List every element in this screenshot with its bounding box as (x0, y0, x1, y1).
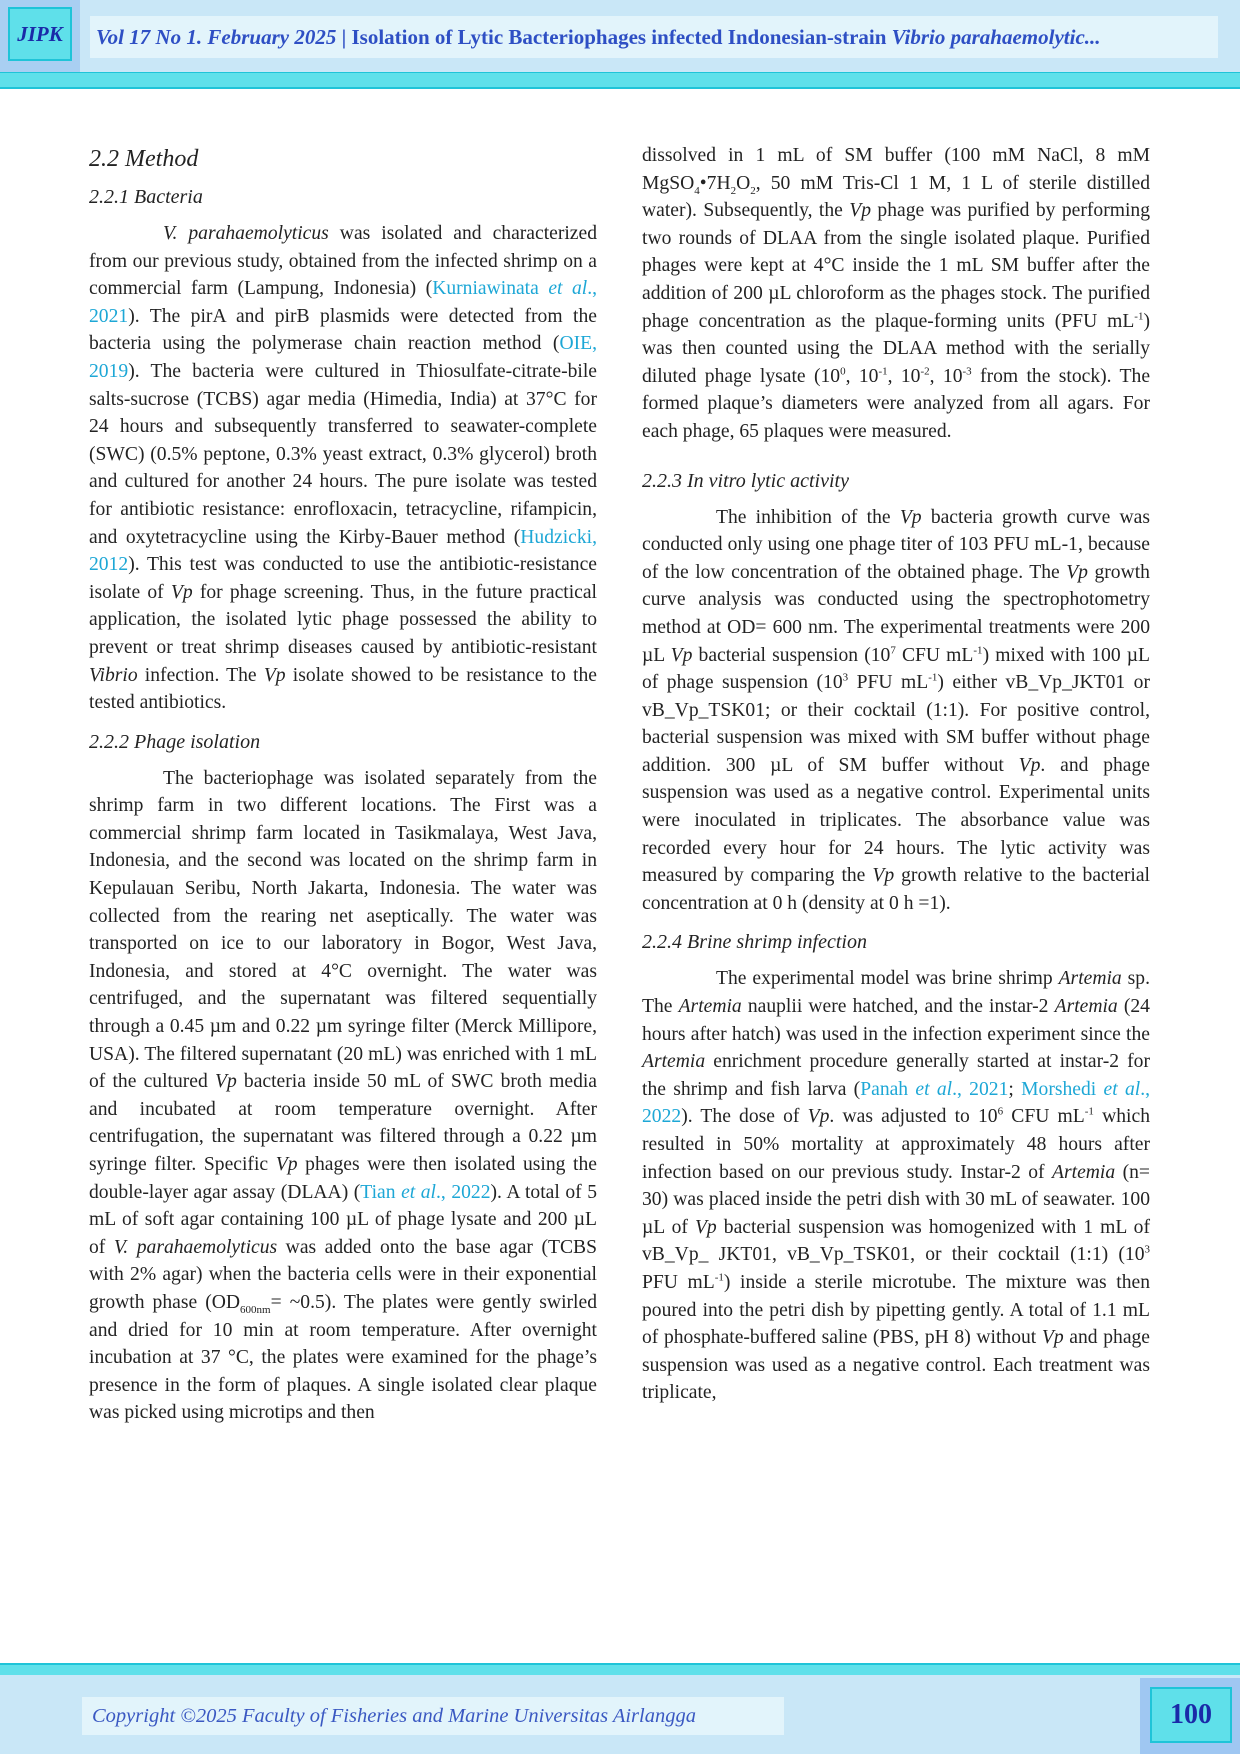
superscript: -1 (714, 1271, 724, 1284)
superscript: 0 (840, 365, 846, 378)
citation-etal: et al (915, 1078, 953, 1100)
text-run: bacterial suspension was homogenized with 1 mL of vB_Vp_ JKT01, vB_Vp_TSK01, or their cocktail (1:1) (10 (642, 1216, 1150, 1266)
subscript: 2 (730, 184, 737, 197)
text-run: ; (1008, 1078, 1022, 1100)
text-run: , 50 mM Tris-Cl 1 M, 1 L of sterile distilled water). Subsequently, the (642, 172, 1150, 222)
text-run: , 10 (845, 365, 879, 387)
citation-etal: et al (1103, 1078, 1141, 1100)
text-run: nauplii were hatched, and the instar-2 (741, 996, 1055, 1018)
superscript: -1 (928, 671, 938, 684)
citation-author: Kurniawinata (432, 278, 549, 300)
species-abbrev: Vp (170, 581, 193, 603)
header-title-species: Vibrio parahaemolytic... (891, 24, 1101, 49)
genus-name: Artemia (1054, 996, 1118, 1018)
citation-author: Morshedi (1021, 1078, 1104, 1100)
species-abbrev: Vp (899, 506, 922, 528)
citation-author: Panah (860, 1078, 916, 1100)
citation-year: ., 2022 (435, 1181, 491, 1203)
text-run: (n= 30) was placed inside the petri dish with 30 mL of seawater. 100 µL of (642, 1161, 1150, 1238)
text-run: ) was then counted using the DLAA method with the serially diluted phage lysate (10 (642, 310, 1150, 387)
copyright-notice: Copyright ©2025 Faculty of Fisheries and Marine Universitas Airlangga (82, 1697, 784, 1735)
paragraph-lytic-activity (642, 504, 1150, 918)
text-run: The inhibition of the (716, 506, 900, 528)
text-run: ). The pirA and pirB plasmids were detected from the bacteria using the polymerase chain reaction method ( (89, 305, 597, 355)
superscript: -1 (1134, 310, 1144, 323)
citation-link[interactable]: Hudzicki, 2012 (89, 526, 597, 576)
text-run: bacterial suspension (10 (692, 644, 891, 666)
superscript: 3 (842, 671, 849, 684)
text-run: CFU mL (895, 644, 974, 666)
text-run: isolate showed to be resistance to the tested antibiotics. (89, 664, 597, 714)
header-separator: | (336, 24, 352, 49)
species-name: V. parahaemolyticus (113, 1236, 278, 1258)
text-run: for phage screening. Thus, in the future practical application, the isolated lytic phage possessed the ability to prevent or treat shrimp diseases caused by antibiotic-resistant (89, 581, 597, 658)
text-run: . and phage suspension was used as a negative control. Experimental units were inoculated in triplicates. The absorbance value was recorded every hour for 24 hours. The lytic activity was measured by comparing the (642, 754, 1150, 887)
citation-year: ., 2021 (952, 1078, 1009, 1100)
text-run: growth relative to the bacterial concentration at 0 h (density at 0 h =1). (642, 865, 1150, 914)
citation-etal: et al (548, 278, 588, 300)
text-run: CFU mL (1003, 1106, 1085, 1128)
superscript: -1 (878, 365, 888, 378)
text-run: sp. The (642, 968, 1150, 1018)
species-abbrev: Vp (694, 1216, 717, 1238)
text-run: phage was purified by performing two rounds of DLAA from the single isolated plaque. Purified phages were kept at 4°C inside the 1 mL SM buffer after the addition of 200 µL chloroform as the phages stock. The purified phage concentration as the plaque-forming units (PFU mL (642, 200, 1151, 332)
superscript: -2 (920, 365, 930, 378)
species-name: V. parahaemolyticus (163, 223, 329, 244)
left-column (89, 138, 597, 1427)
species-abbrev: Vp (214, 1071, 237, 1093)
text-run: PFU mL (642, 1271, 715, 1293)
subsection-title-bacteria: 2.2.1 Bacteria (89, 186, 203, 208)
journal-logo: JIPK (8, 7, 72, 61)
genus-name: Vibrio (89, 664, 138, 686)
header-title: Isolation of Lytic Bacteriophages infected Indonesian-strain (351, 24, 892, 49)
species-abbrev: Vp (1066, 561, 1088, 583)
genus-name: Artemia (1058, 968, 1122, 990)
species-abbrev: Vp (670, 644, 693, 666)
species-abbrev: Vp (1041, 1327, 1064, 1349)
text-run: from the stock). The formed plaque’s diameters were analyzed from all agars. For each phage, 65 plaques were measured. (642, 365, 1151, 442)
paragraph-phage-isolation (89, 765, 597, 1427)
subscript: 600nm (240, 1303, 271, 1316)
text-run: , 10 (887, 365, 921, 387)
text-run: (24 hours after hatch) was used in the infection experiment since the (642, 996, 1150, 1045)
subscript: 2 (750, 184, 756, 197)
superscript: 3 (1144, 1243, 1150, 1256)
genus-name: Artemia (1052, 1161, 1116, 1183)
subsection-title-lytic-activity: 2.2.3 In vitro lytic activity (642, 469, 849, 492)
text-run: bacteria growth curve was conducted only using one phage titer of 103 PFU mL-1, because of the low concentration of the obtained phage. The (642, 506, 1150, 583)
text-run: The experimental model was brine shrimp (716, 968, 1059, 990)
text-run: PFU mL (848, 672, 929, 694)
superscript: 6 (997, 1105, 1004, 1118)
header-divider (0, 72, 1240, 89)
genus-name: Artemia (678, 996, 742, 1018)
text-run: growth curve analysis was conducted using the spectrophotometry method at OD= 600 nm. The experimental treatments were 200 µL (642, 561, 1150, 666)
right-column (642, 142, 1150, 1407)
subsection-title-brine-shrimp: 2.2.4 Brine shrimp infection (642, 931, 867, 954)
text-run: was isolated and characterized from our previous study, obtained from the infected shrimp on a commercial farm (Lampung, Indonesia) ( (89, 223, 598, 300)
species-abbrev: Vp (1018, 754, 1041, 776)
species-abbrev: Vp (807, 1106, 830, 1128)
section-title-method: 2.2 Method (89, 146, 199, 172)
text-run: ) either vB_Vp_JKT01 or vB_Vp_TSK01; or their cocktail (1:1). For positive control, bacterial suspension was mixed with SM buffer without phage addition. 300 µL of SM buffer without (642, 672, 1151, 776)
citation-link[interactable]: OIE, 2019 (89, 333, 597, 382)
text-run: phages were then isolated using the double-layer agar assay (DLAA) ( (89, 1154, 597, 1203)
text-run: ). The dose of (681, 1106, 808, 1128)
text-run: . was adjusted to 10 (829, 1106, 998, 1128)
superscript: -1 (1084, 1105, 1094, 1118)
text-run: ). A total of 5 mL of soft agar containing 100 µL of phage lysate and 200 µL of (89, 1181, 598, 1258)
text-run: dissolved in 1 mL of SM buffer (100 mM NaCl, 8 mM MgSO (642, 145, 1150, 194)
text-run: O (736, 172, 751, 194)
species-abbrev: Vp (275, 1154, 298, 1175)
paragraph-brine-shrimp (642, 965, 1150, 1407)
superscript: -1 (973, 643, 983, 656)
text-run: bacteria inside 50 mL of SWC broth media and incubated at room temperature overnight. After centrifugation, the supernatant was filtered through a 0.22 µm syringe filter. Specific (89, 1071, 598, 1175)
citation-link[interactable] (860, 1079, 1008, 1100)
text-run: = ~0.5). The plates were gently swirled and dried for 10 min at room temperature. After overnight incubation at 37 °C, the plates were examined for the phage’s presence in the form of plaques. A single isolated clear plaque was picked using microtips and then (89, 1291, 597, 1424)
paragraph-phage-isolation-continued (642, 142, 1150, 446)
superscript: 7 (890, 643, 896, 656)
text-run: was added onto the base agar (TCBS with 2% agar) when the bacteria cells were in their exponential growth phase (OD (89, 1236, 597, 1313)
paragraph-bacteria (89, 220, 597, 717)
subscript: 4 (694, 184, 700, 197)
text-run: which resulted in 50% mortality at approximately 48 hours after infection based on our previous study. Instar-2 of (642, 1106, 1150, 1183)
citation-link[interactable] (360, 1182, 490, 1203)
text-run: ) mixed with 100 µL of phage suspension (10 (642, 644, 1151, 694)
text-run: ). This test was conducted to use the antibiotic-resistance isolate of (89, 554, 597, 603)
journal-logo-frame (0, 0, 80, 72)
text-run: , 10 (929, 365, 963, 387)
text-run: ). The bacteria were cultured in Thiosulfate-citrate-bile salts-sucrose (TCBS) agar media (Himedia, India) at 37°C for 24 hours and subsequently transferred to seawater-complete (SWC) (0.5% peptone, 0.3% yeast extract, 0.3% glycerol) broth and cultured for another 24 hours. The pure isolate was tested for antibiotic resistance: enrofloxacin, tetracycline, rifampicin, and oxytetracycline using the Kirby-Bauer method ( (89, 360, 597, 548)
running-header (90, 16, 1218, 58)
text-run: The bacteriophage was isolated separately from the shrimp farm in two different locations. The First was a commercial shrimp farm located in Tasikmalaya, West Java, Indonesia, and the second was located on the shrimp farm in Kepulauan Seribu, North Jakarta, Indonesia. The water was collected from the rearing net aseptically. The water was transported on ice to our laboratory in Bogor, West Java, Indonesia, and stored at 4°C overnight. The water was centrifuged, and the supernatant was filtered sequentially through a 0.45 µm and 0.22 µm syringe filter (Merck Millipore, USA). The filtered supernatant (20 mL) was enriched with 1 mL of the cultured (89, 767, 597, 1093)
text-run: enrichment procedure generally started at instar-2 for the shrimp and fish larva ( (642, 1051, 1150, 1100)
text-run: infection. The (137, 664, 264, 686)
superscript: -3 (962, 365, 972, 378)
text-run: •7H (699, 172, 731, 194)
genus-name: Artemia (642, 1051, 706, 1073)
citation-year: ., 2021 (89, 278, 597, 327)
citation-etal: et al (401, 1181, 436, 1203)
page-number: 100 (1150, 1687, 1232, 1743)
citation-author: Tian (360, 1181, 402, 1203)
text-run: and phage suspension was used as a negative control. Each treatment was triplicate, (642, 1327, 1151, 1404)
issue-info: Vol 17 No 1. February 2025 (96, 24, 337, 49)
species-abbrev: Vp (849, 200, 872, 222)
subsection-title-phage-isolation: 2.2.2 Phage isolation (89, 730, 261, 753)
text-run: ) inside a sterile microtube. The mixture was then poured into the petri dish by pipetting gently. A total of 1.1 mL of phosphate-buffered saline (PBS, pH 8) without (642, 1271, 1150, 1349)
species-abbrev: Vp (263, 664, 286, 686)
citation-year: ., 2022 (642, 1078, 1151, 1128)
species-abbrev: Vp (872, 865, 895, 887)
